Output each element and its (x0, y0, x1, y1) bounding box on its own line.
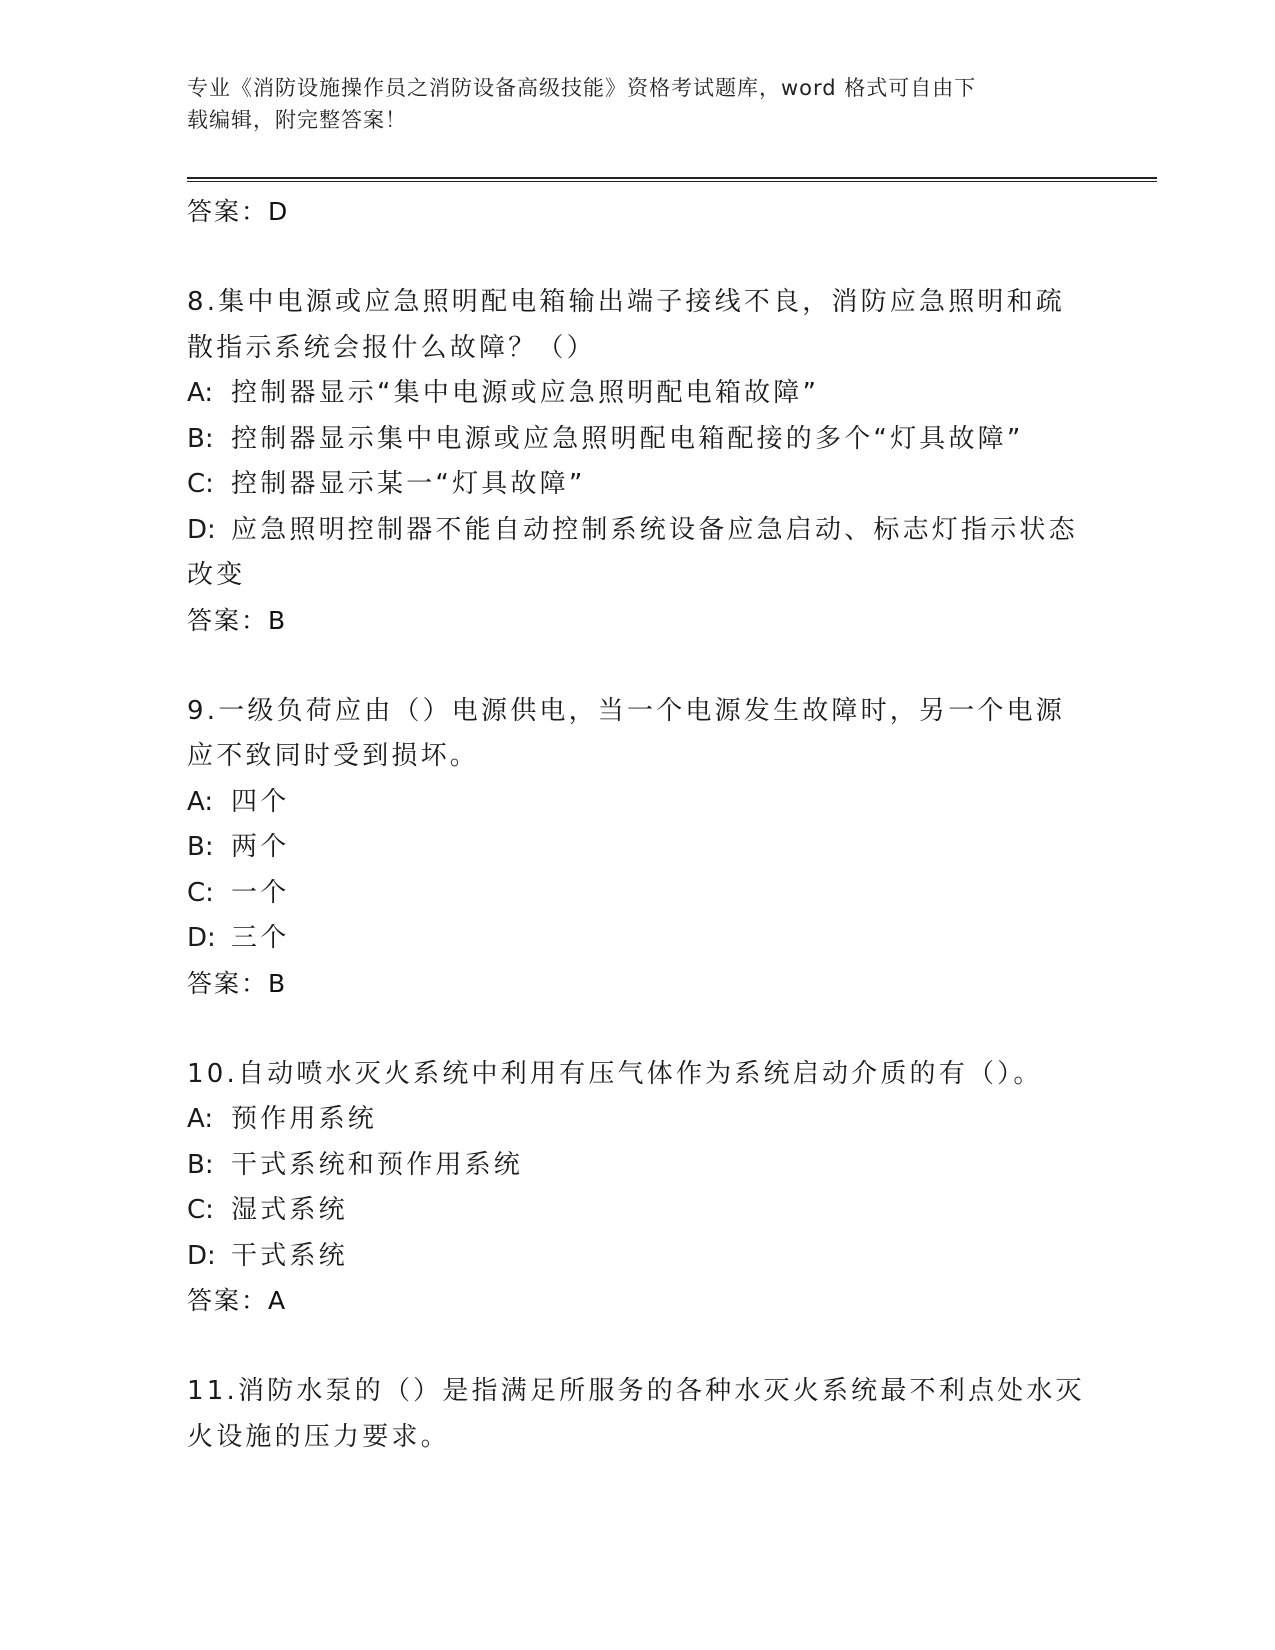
option-text: 干式系统 (231, 1240, 348, 1271)
answer-label: 答案： (187, 605, 269, 635)
question-option (187, 1234, 1087, 1280)
header-line-2: 载编辑，附完整答案！ (187, 108, 407, 132)
option-key: C: (187, 1195, 214, 1225)
question-item (187, 1369, 1087, 1460)
option-key: A: (187, 378, 214, 408)
answer-line (187, 962, 1087, 1006)
option-text: 控制器显示某一“灯具故障” (231, 469, 586, 499)
question-content (187, 190, 1087, 1460)
answer-value: B (268, 968, 286, 998)
answer-line (187, 599, 1087, 643)
option-key: B: (187, 1149, 214, 1180)
question-option (187, 371, 1087, 417)
answer-line (187, 190, 1087, 234)
option-key: A: (187, 786, 214, 817)
option-key: C: (187, 469, 214, 499)
question-option (187, 462, 1087, 508)
option-key: B: (187, 423, 214, 454)
question-item (187, 689, 1087, 1006)
answer-value: B (268, 605, 286, 635)
question-option (187, 825, 1087, 871)
option-text: 控制器显示集中电源或应急照明配电箱配接的多个“灯具故障” (231, 423, 1024, 454)
answer-value: A (268, 1286, 286, 1315)
option-text: 控制器显示“集中电源或应急照明配电箱故障” (231, 378, 820, 408)
option-key: A: (187, 1104, 214, 1134)
answer-value: D (268, 197, 288, 226)
option-key: C: (187, 877, 214, 908)
option-text: 湿式系统 (231, 1195, 348, 1225)
answer-label: 答案： (187, 968, 269, 998)
option-text: 干式系统和预作用系统 (231, 1149, 524, 1180)
option-text: 一个 (231, 877, 290, 908)
header-line-1: 专业《消防设施操作员之消防设备高级技能》资格考试题库，word 格式可自由下 (187, 76, 977, 100)
question-option (187, 780, 1087, 826)
page-header (187, 72, 1087, 136)
option-key: D: (187, 1240, 216, 1271)
answer-label: 答案： (187, 1286, 269, 1315)
question-option (187, 508, 1087, 599)
option-key: D: (187, 923, 216, 953)
question-stem: 8.集中电源或应急照明配电箱输出端子接线不良，消防应急照明和疏散指示系统会报什么故障？（） (187, 287, 1066, 363)
option-text: 预作用系统 (231, 1104, 378, 1134)
question-option (187, 871, 1087, 917)
answer-line (187, 1279, 1087, 1323)
header-divider (187, 177, 1157, 182)
question-option (187, 1143, 1087, 1189)
option-text: 四个 (231, 786, 290, 817)
option-text: 应急照明控制器不能自动控制系统设备应急启动、标志灯指示状态改变 (187, 514, 1078, 590)
question-stem: 10.自动喷水灭火系统中利用有压气体作为系统启动介质的有（）。 (187, 1058, 1043, 1089)
option-key: B: (187, 832, 214, 862)
question-option (187, 417, 1087, 463)
question-option (187, 1188, 1087, 1234)
question-stem: 9.一级负荷应由（）电源供电，当一个电源发生故障时，另一个电源应不致同时受到损坏。 (187, 695, 1066, 771)
question-option (187, 1097, 1087, 1143)
question-stem: 11.消防水泵的（）是指满足所服务的各种水灭火系统最不利点处水灭火设施的压力要求。 (187, 1376, 1085, 1452)
option-key: D: (187, 514, 216, 545)
question-item (187, 1052, 1087, 1324)
option-text: 三个 (231, 923, 290, 953)
question-item (187, 280, 1087, 643)
answer-label: 答案： (187, 197, 269, 226)
option-text: 两个 (231, 832, 290, 862)
question-option (187, 916, 1087, 962)
